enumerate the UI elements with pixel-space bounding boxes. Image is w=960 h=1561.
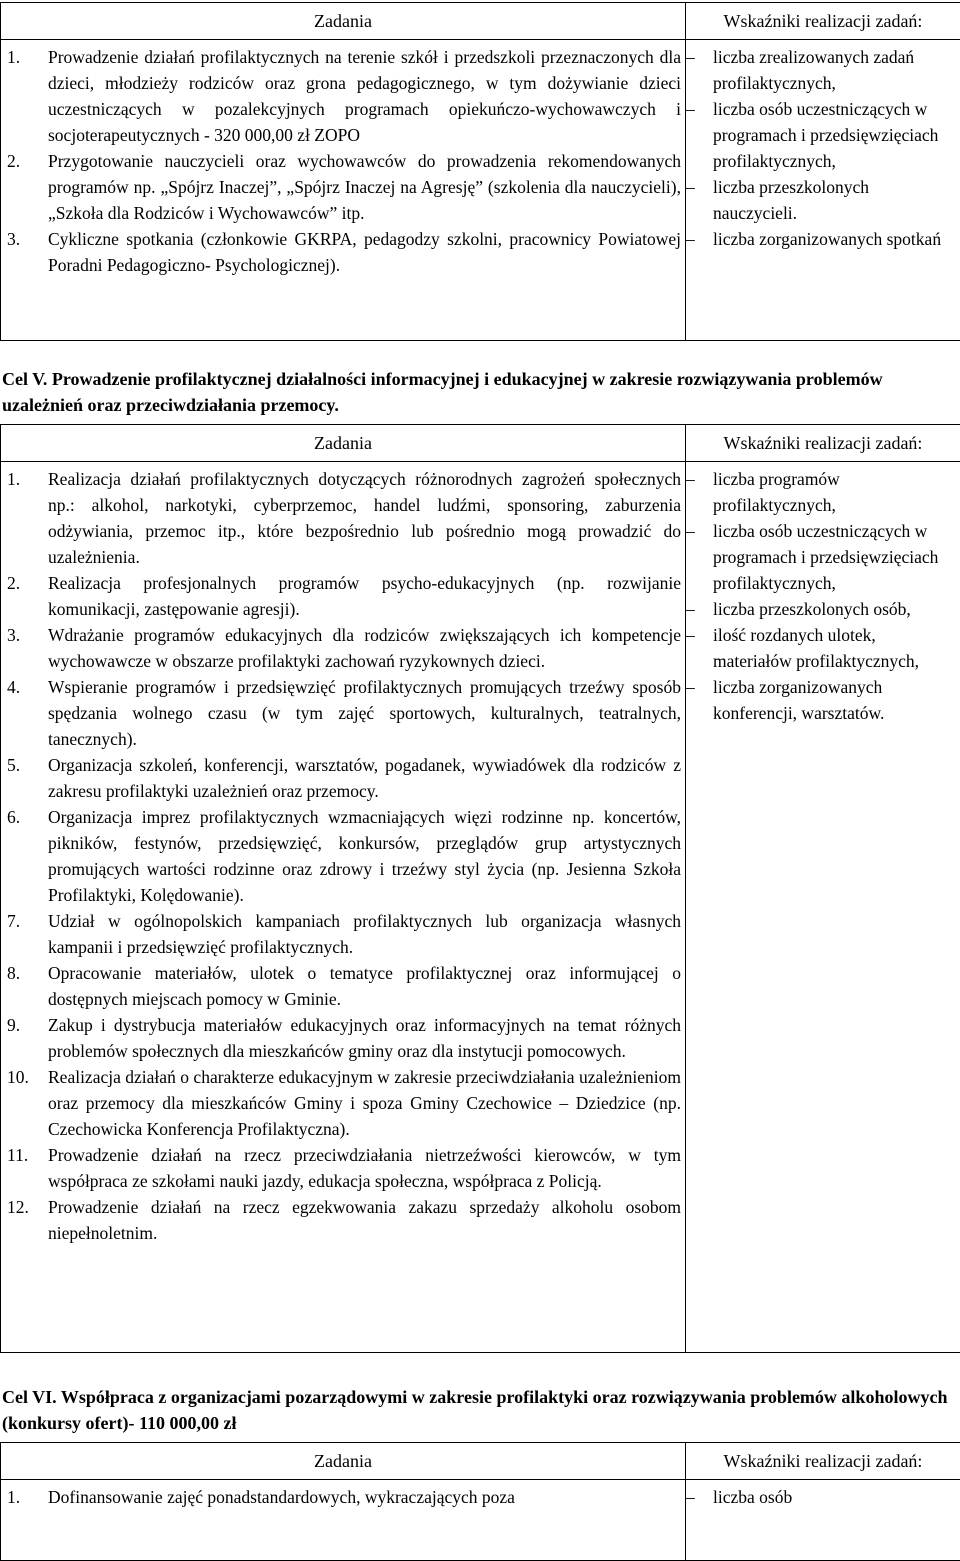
task-item: 7. Udział w ogólnopolskich kampaniach profilaktycznych lub organizacja własnych kampanii i przedsięwzięć profilaktycznych.	[7, 908, 681, 960]
indicators-header: Wskaźniki realizacji zadań:	[686, 3, 960, 40]
task-item: 8. Opracowanie materiałów, ulotek o tematyce profilaktycznej oraz informującej o dostępnych miejscach pomocy w Gminie.	[7, 960, 681, 1012]
indicators-header: Wskaźniki realizacji zadań:	[686, 425, 960, 462]
indicator-item: – liczba przeszkolonych nauczycieli.	[686, 174, 956, 226]
task-list	[1, 40, 685, 284]
task-item: 2. Przygotowanie nauczycieli oraz wychowawców do prowadzenia rekomendowanych programów np. „Spójrz Inaczej”, „Spójrz Inaczej na Agresję” (szkolenia dla nauczycieli), „Szkoła dla Rodziców i Wychowawców” itp.	[7, 148, 681, 226]
tasks-header: Zadania	[1, 3, 686, 40]
tasks-header: Zadania	[1, 1443, 686, 1480]
indicator-item: – ilość rozdanych ulotek, materiałów profilaktycznych,	[686, 622, 956, 674]
task-item: 1. Realizacja działań profilaktycznych dotyczących różnorodnych zagrożeń społecznych np.: alkohol, narkotyki, cyberprzemoc, handel ludźmi, sponsoring, zaburzenia odżywiania, przemoc itp., które bezpośrednio lub pośrednio mogą prowadzić do uzależnienia.	[7, 466, 681, 570]
task-item: 10. Realizacja działań o charakterze edukacyjnym w zakresie przeciwdziałania uzależnieniom oraz przemocy dla mieszkańców Gminy i spoza Gminy Czechowice – Dziedzice (np. Czechowicka Konferencja Profilaktyczna).	[7, 1064, 681, 1142]
task-item: 6. Organizacja imprez profilaktycznych wzmacniających więzi rodzinne np. koncertów, pikników, festynów, przedsięwzięć, konkursów, przeglądów grup artystycznych promujących wartości rodzinne oraz zdrowy i trzeźwy styl życia (np. Jesienna Szkoła Profilaktyki, Kolędowanie).	[7, 804, 681, 908]
task-item: 4. Wspieranie programów i przedsięwzięć profilaktycznych promujących trzeźwy sposób spędzania wolnego czasu (w tym zajęć sportowych, kulturalnych, teatralnych, tanecznych).	[7, 674, 681, 752]
indicator-item: – liczba osób	[686, 1484, 956, 1510]
task-item: 9. Zakup i dystrybucja materiałów edukacyjnych oraz informacyjnych na temat różnych problemów społecznych dla mieszkańców gminy oraz dla instytucji pomocowych.	[7, 1012, 681, 1064]
task-item: 1. Prowadzenie działań profilaktycznych na terenie szkół i przedszkoli przeznaczonych dla dzieci, młodzieży rodziców oraz grona pedagogicznego, w tym dożywianie dzieci uczestniczących w pozalekcyjnych programach opiekuńczo-wychowawczych i socjoterapeutycznych - 320 000,00 zł ZOPO	[7, 44, 681, 148]
tasks-cell	[1, 1480, 686, 1561]
task-item: 5. Organizacja szkoleń, konferencji, warsztatów, pogadanek, wywiadówek dla rodziców z zakresu profilaktyki uzależnień oraz przemocy.	[7, 752, 681, 804]
goal5-table	[0, 424, 960, 1353]
indicators-cell	[686, 40, 960, 341]
task-list	[1, 462, 685, 1252]
indicator-item: – liczba osób uczestniczących w programach i przedsięwzięciach profilaktycznych,	[686, 518, 956, 596]
goal6-title: Cel VI. Współpraca z organizacjami pozarządowymi w zakresie profilaktyki oraz rozwiązywania problemów alkoholowych (konkursy ofert)- 110 000,00 zł	[2, 1384, 952, 1436]
indicator-list	[686, 462, 960, 732]
indicators-header: Wskaźniki realizacji zadań:	[686, 1443, 960, 1480]
tasks-cell	[1, 462, 686, 1353]
indicator-item: – liczba osób uczestniczących w programach i przedsięwzięciach profilaktycznych,	[686, 96, 956, 174]
task-item: 12. Prowadzenie działań na rzecz egzekwowania zakazu sprzedaży alkoholu osobom niepełnoletnim.	[7, 1194, 681, 1246]
task-item: 2. Realizacja profesjonalnych programów psycho-edukacyjnych (np. rozwijanie komunikacji, zastępowanie agresji).	[7, 570, 681, 622]
indicator-list	[686, 40, 960, 258]
tasks-header: Zadania	[1, 425, 686, 462]
indicator-list	[686, 1480, 960, 1516]
indicator-item: – liczba przeszkolonych osób,	[686, 596, 956, 622]
indicator-item: – liczba programów profilaktycznych,	[686, 466, 956, 518]
goal6-table	[0, 1442, 960, 1561]
indicators-cell	[686, 462, 960, 1353]
task-item: 3. Cykliczne spotkania (członkowie GKRPA, pedagodzy szkolni, pracownicy Powiatowej Poradni Pedagogiczno- Psychologicznej).	[7, 226, 681, 278]
indicators-cell	[686, 1480, 960, 1561]
task-item: 3. Wdrażanie programów edukacyjnych dla rodziców zwiększających ich kompetencje wychowawcze w obszarze profilaktyki zachowań ryzykownych dzieci.	[7, 622, 681, 674]
goal4-table	[0, 2, 960, 341]
indicator-item: – liczba zrealizowanych zadań profilaktycznych,	[686, 44, 956, 96]
indicator-item: – liczba zorganizowanych spotkań	[686, 226, 956, 252]
indicator-item: – liczba zorganizowanych konferencji, warsztatów.	[686, 674, 956, 726]
tasks-cell	[1, 40, 686, 341]
task-item: 11. Prowadzenie działań na rzecz przeciwdziałania nietrzeźwości kierowców, w tym współpraca ze szkołami nauki jazdy, edukacja społeczna, współpraca z Policją.	[7, 1142, 681, 1194]
task-list	[1, 1480, 685, 1516]
task-item: 1. Dofinansowanie zajęć ponadstandardowych, wykraczających poza	[7, 1484, 681, 1510]
goal5-title: Cel V. Prowadzenie profilaktycznej działalności informacyjnej i edukacyjnej w zakresie rozwiązywania problemów uzależnień oraz przeciwdziałania przemocy.	[2, 366, 952, 418]
